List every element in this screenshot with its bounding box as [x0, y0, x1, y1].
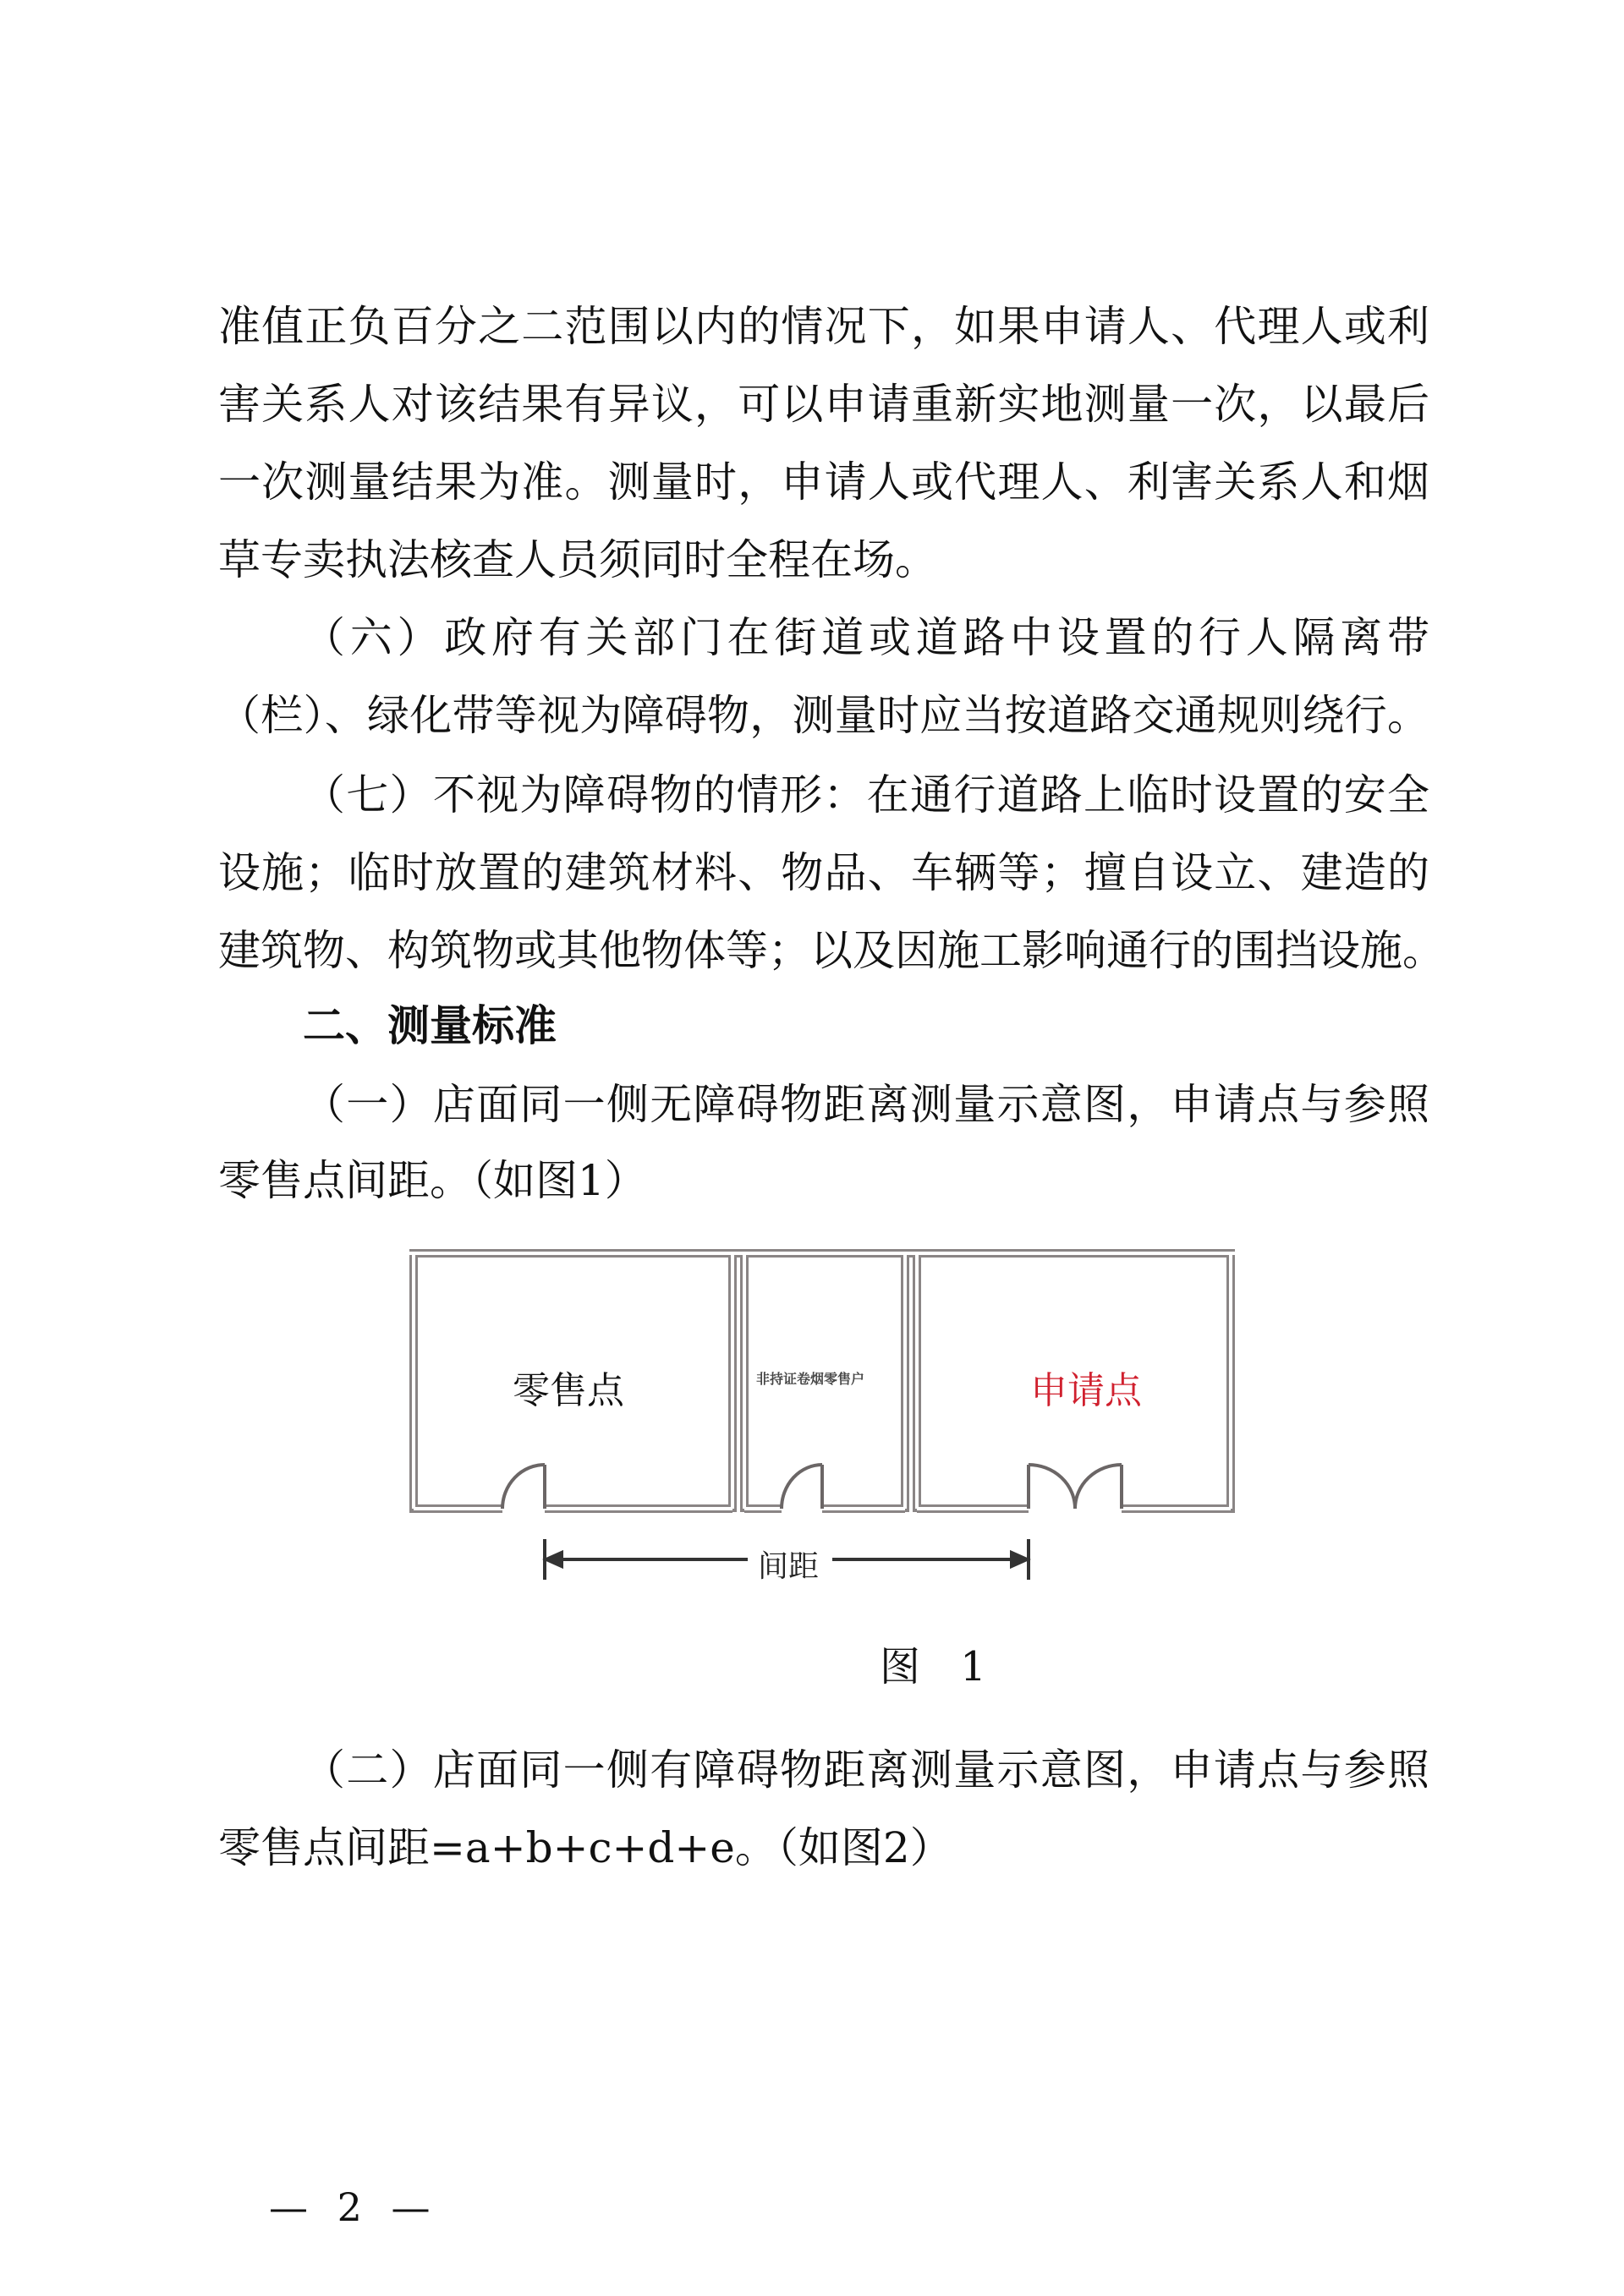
text-line: 准值正负百分之二范围以内的情况下，如果申请人、代理人或利 — [218, 302, 1429, 351]
text-line: 一次测量结果为准。测量时，申请人或代理人、利害关系人和烟 — [218, 458, 1429, 507]
page-number: — 2 — — [269, 2184, 439, 2230]
text-line: 害关系人对该结果有异议，可以申请重新实地测量一次，以最后 — [218, 380, 1429, 429]
text-line: 建筑物、构筑物或其他物体等；以及因施工影响通行的围挡设施。 — [218, 926, 1445, 975]
text-line: 零售点间距。（如图1） — [218, 1156, 647, 1205]
text-line: （一）店面同一侧无障碍物距离测量示意图，申请点与参照 — [303, 1080, 1429, 1129]
floor-plan-diagram — [409, 1241, 1235, 1590]
text-line: （二）店面同一侧有障碍物距离测量示意图，申请点与参照 — [303, 1745, 1429, 1795]
text-line: （栏）、绿化带等视为障碍物，测量时应当按道路交通规则绕行。 — [218, 691, 1429, 740]
distance-label: 间距 — [758, 1549, 820, 1584]
text-line: （七）不视为障碍物的情形：在通行道路上临时设置的安全 — [303, 770, 1429, 819]
figure-1-diagram — [409, 1241, 1235, 1590]
text-line: 零售点间距=a+b+c+d+e。（如图2） — [218, 1823, 952, 1872]
room-label-application-point: 申请点 — [1030, 1369, 1142, 1412]
door-icon — [502, 1465, 1122, 1509]
room-label-retail-point: 零售点 — [513, 1369, 624, 1412]
text-line: 草专卖执法核查人员须同时全程在场。 — [218, 535, 937, 584]
section-heading: 二、测量标准 — [303, 1001, 557, 1050]
text-line: （六）政府有关部门在街道或道路中设置的行人隔离带 — [303, 613, 1429, 662]
room-label-unlicensed-retailer: 非持证卷烟零售户 — [756, 1371, 865, 1387]
figure-caption: 图 1 — [880, 1643, 1000, 1690]
text-line: 设施；临时放置的建筑材料、物品、车辆等；擅自设立、建造的 — [218, 848, 1429, 897]
